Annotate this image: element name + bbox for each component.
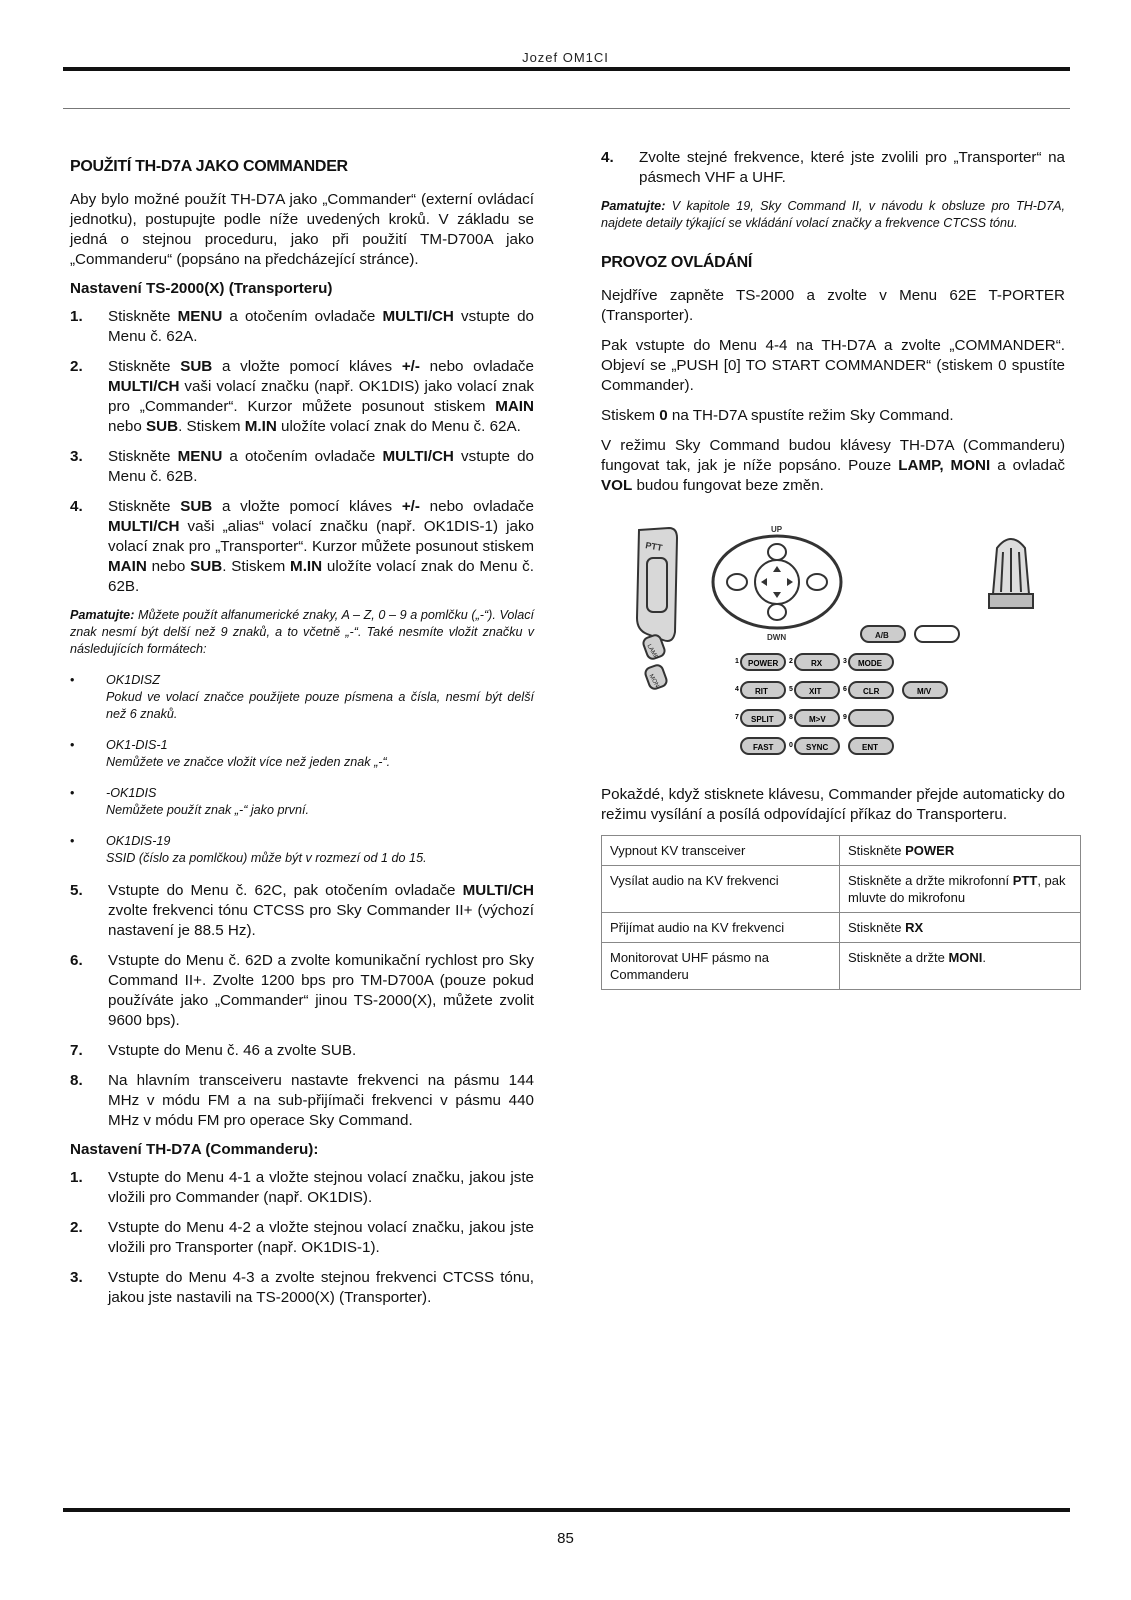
volume-knob-icon bbox=[989, 539, 1033, 608]
svg-text:POWER: POWER bbox=[748, 659, 779, 668]
list-item: 1. Vstupte do Menu 4-1 a vložte stejnou volací značku, jakou jste vložili pro Commander (např. OK1DIS). bbox=[70, 1169, 534, 1206]
ptt-key-icon bbox=[637, 528, 677, 641]
svg-text:1: 1 bbox=[735, 658, 739, 665]
svg-text:M/V: M/V bbox=[917, 687, 932, 696]
right-column bbox=[601, 148, 1065, 990]
subheading-commander: Nastavení TH-D7A (Commanderu): bbox=[70, 1141, 319, 1158]
intro-paragraph: Aby bylo možné použít TH-D7A jako „Commander“ (externí ovládací jednotku), postupujte podle níže uvedených kroků. V základu se jedná o stejnou proceduru, jako při použití TM-D700A jako „Commanderu“ (popsáno na předcházející stránce). bbox=[70, 191, 534, 268]
paragraph: Pokaždé, když stisknete klávesu, Commander přejde automaticky do režimu vysílání a posílá odpovídající příkaz do Transporteru. bbox=[601, 786, 1065, 823]
bullet-item: • OK1DIS-19 SSID (číslo za pomlčkou) může být v rozmezí od 1 do 15. bbox=[70, 834, 427, 865]
svg-text:FAST: FAST bbox=[753, 743, 774, 752]
header-rule-thin bbox=[63, 108, 1070, 109]
svg-text:SPLIT: SPLIT bbox=[751, 715, 774, 724]
svg-text:9: 9 bbox=[843, 714, 847, 721]
svg-text:6: 6 bbox=[843, 686, 847, 693]
keypad-diagram bbox=[629, 522, 1049, 762]
svg-text:0: 0 bbox=[789, 742, 793, 749]
list-item: 4. Stiskněte SUB a vložte pomocí kláves +/- nebo ovladače MULTI/CH vaši „alias“ volací značku (např. OK1DIS-1) jako volací znak pro „Transporter“. Kurzor můžete posunout stiskem MAIN nebo SUB. Stiskem M.IN uložíte volací znak do Menu č. 62B. bbox=[70, 498, 534, 595]
svg-text:MON: MON bbox=[647, 673, 660, 689]
svg-text:A/B: A/B bbox=[875, 631, 889, 640]
bullet-item: • OK1DISZ Pokud ve volací značce použijete pouze písmena a čísla, nesmí být delší než 6 znaků. bbox=[70, 673, 534, 721]
command-table bbox=[601, 835, 1081, 990]
list-item: 1. Stiskněte MENU a otočením ovladače MULTI/CH vstupte do Menu č. 62A. bbox=[70, 308, 534, 345]
svg-text:7: 7 bbox=[735, 714, 739, 721]
note-callsign: Pamatujte: Můžete použít alfanumerické znaky, A – Z, 0 – 9 a pomlčku („-“). Volací znak nesmí být delší než 9 znaků, a to včetně „-“. Také nesmíte vložit značku v následujících formátech: bbox=[70, 608, 534, 656]
moni-key-icon bbox=[644, 664, 668, 691]
footer-rule bbox=[63, 1508, 1070, 1512]
list-item: 3. Vstupte do Menu 4-3 a zvolte stejnou frekvenci CTCSS tónu, jakou jste nastavili na TS-2000(X) (Transporter). bbox=[70, 1269, 534, 1306]
section-heading-provoz: PROVOZ OVLÁDÁNÍ bbox=[601, 254, 753, 271]
svg-text:4: 4 bbox=[735, 686, 739, 693]
paragraph: V režimu Sky Command budou klávesy TH-D7A (Commanderu) fungovat tak, jak je níže popsáno. Pouze LAMP, MONI a ovladač VOL budou fungovat beze změn. bbox=[601, 437, 1065, 494]
list-item: 2. Stiskněte SUB a vložte pomocí kláves +/- nebo ovladače MULTI/CH vaši volací značku (např. OK1DIS) jako volací znak pro „Commander“. Kurzor můžete posunout stiskem MAIN nebo SUB. Stiskem M.IN uložíte volací znak do Menu č. 62A. bbox=[70, 358, 534, 435]
section-heading-commander: POUŽITÍ TH-D7A JAKO COMMANDER bbox=[70, 158, 348, 175]
svg-text:5: 5 bbox=[789, 686, 793, 693]
svg-text:SYNC: SYNC bbox=[806, 743, 829, 752]
paragraph: Pak vstupte do Menu 4-4 na TH-D7A a zvolte „COMMANDER“. Objeví se „PUSH [0] TO START COMMANDER“ (stiskem 0 spustíte Commander). bbox=[601, 337, 1065, 394]
header-rule-thick bbox=[63, 67, 1070, 71]
left-column bbox=[70, 152, 534, 1318]
svg-text:CLR: CLR bbox=[863, 687, 880, 696]
joystick-pad-icon bbox=[713, 525, 841, 642]
svg-text:2: 2 bbox=[789, 658, 793, 665]
table-row: Přijímat audio na KV frekvenci Stiskněte RX bbox=[602, 913, 1081, 943]
ab-key-icon bbox=[861, 626, 959, 642]
svg-text:RX: RX bbox=[811, 659, 823, 668]
svg-text:LAMP: LAMP bbox=[645, 643, 659, 661]
svg-text:MODE: MODE bbox=[858, 659, 882, 668]
keypad-row-1 bbox=[735, 654, 893, 670]
list-item: 6. Vstupte do Menu č. 62D a zvolte komunikační rychlost pro Sky Command II+. Zvolte 1200 bps pro TM-D700A (pouze pokud používáte jako „Commander“ jinou TS-2000(X), můžete zvolit 9600 bps). bbox=[70, 952, 534, 1029]
list-item: 2. Vstupte do Menu 4-2 a vložte stejnou volací značku, jakou jste vložili pro Transporter (např. OK1DIS-1). bbox=[70, 1219, 534, 1256]
page-number: 85 bbox=[557, 1530, 574, 1547]
subheading-transporter: Nastavení TS-2000(X) (Transporteru) bbox=[70, 280, 333, 297]
bullet-item: • -OK1DIS Nemůžete použít znak „-“ jako první. bbox=[70, 786, 309, 817]
svg-text:RIT: RIT bbox=[755, 687, 768, 696]
svg-text:8: 8 bbox=[789, 714, 793, 721]
up-label: UP bbox=[771, 525, 783, 534]
note-kapitola: Pamatujte: V kapitole 19, Sky Command II, v návodu k obsluze pro TH-D7A, najdete detaily týkající se vkládání volací značky a frekvence CTCSS tónu. bbox=[601, 199, 1065, 230]
paragraph: Nejdříve zapněte TS-2000 a zvolte v Menu 62E T-PORTER (Transporter). bbox=[601, 287, 1065, 324]
page-header-author: Jozef OM1CI bbox=[522, 50, 609, 65]
table-row: Monitorovat UHF pásmo na Commanderu Stiskněte a držte MONI. bbox=[602, 943, 1081, 990]
bullet-item: • OK1-DIS-1 Nemůžete ve značce vložit více než jeden znak „-“. bbox=[70, 738, 391, 769]
ptt-label: PTT bbox=[644, 540, 664, 553]
keypad-row-2 bbox=[735, 682, 947, 698]
svg-text:ENT: ENT bbox=[862, 743, 878, 752]
list-item: 7. Vstupte do Menu č. 46 a zvolte SUB. bbox=[70, 1042, 357, 1059]
table-row: Vypnout KV transceiver Stiskněte POWER bbox=[602, 836, 1081, 866]
down-label: DWN bbox=[767, 633, 787, 642]
svg-text:3: 3 bbox=[843, 658, 847, 665]
keypad-row-3 bbox=[735, 710, 893, 726]
list-item: 3. Stiskněte MENU a otočením ovladače MULTI/CH vstupte do Menu č. 62B. bbox=[70, 448, 534, 485]
list-item: 5. Vstupte do Menu č. 62C, pak otočením ovladače MULTI/CH zvolte frekvenci tónu CTCSS pro Sky Commander II+ (výchozí nastavení je 88.5 Hz). bbox=[70, 882, 534, 939]
paragraph: Stiskem 0 na TH-D7A spustíte režim Sky Command. bbox=[601, 407, 954, 424]
list-item: 4. Zvolte stejné frekvence, které jste zvolili pro „Transporter“ na pásmech VHF a UHF. bbox=[601, 149, 1065, 186]
svg-text:M>V: M>V bbox=[809, 715, 826, 724]
table-row: Vysílat audio na KV frekvenci Stiskněte a držte mikrofonní PTT, pak mluvte do mikrofonu bbox=[602, 866, 1081, 913]
list-item: 8. Na hlavním transceiveru nastavte frekvenci na pásmu 144 MHz v módu FM a na sub-přijímači frekvenci v pásmu 440 MHz v módu FM pro operace Sky Command. bbox=[70, 1072, 534, 1129]
keypad-row-4 bbox=[741, 738, 893, 754]
svg-text:XIT: XIT bbox=[809, 687, 822, 696]
